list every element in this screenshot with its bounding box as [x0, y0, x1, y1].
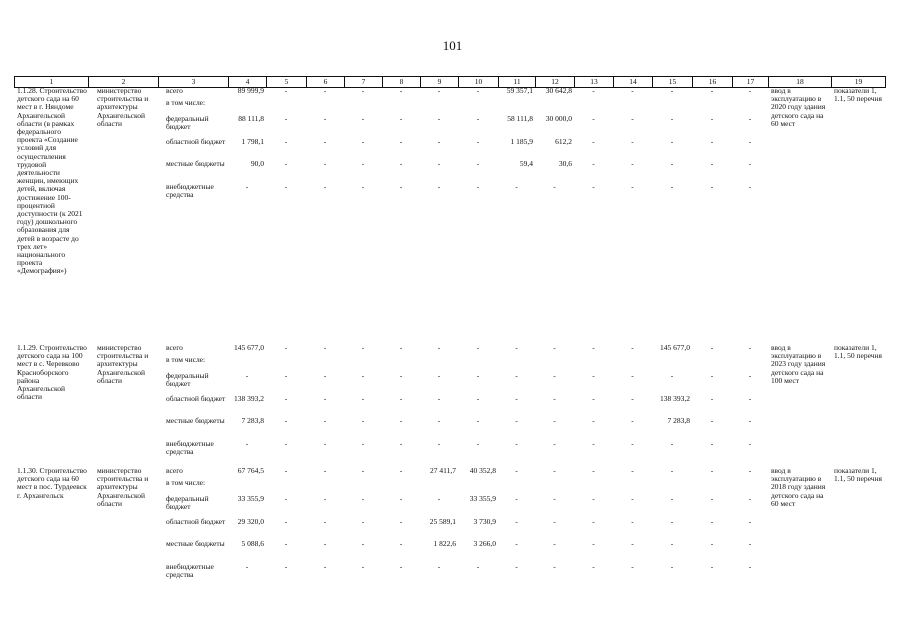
header-cell: 8: [382, 77, 420, 87]
amount-cell: -: [631, 416, 634, 425]
amount-cell: -: [361, 182, 365, 191]
header-cell: 13: [574, 77, 613, 87]
amount-cell: 145 677,0: [234, 343, 264, 352]
activity-title: 1.1.29. Строительство детского сада на 100 мест в с. Черевково Красноборского района Архангельской области: [17, 343, 87, 402]
amount-cell: -: [476, 159, 480, 168]
amount-cell: -: [592, 466, 595, 475]
amount-cell: -: [748, 416, 752, 425]
amount-cell: 30 000,0: [545, 114, 572, 123]
amount-cell: -: [710, 343, 714, 352]
indicators: показатели 1, 1.1, 50 перечня: [834, 466, 882, 484]
amount-cell: -: [361, 137, 365, 146]
amount-cell: -: [323, 562, 327, 571]
amount-cell: -: [323, 137, 327, 146]
executor: министерство строительства и архитектуры Архангельской области: [97, 86, 149, 128]
amount-cell: -: [476, 394, 480, 403]
amount-cell: -: [323, 114, 327, 123]
amount-cell: -: [399, 466, 403, 475]
amount-cell: -: [476, 371, 480, 380]
amount-cell: -: [592, 517, 595, 526]
funding-source-label: местные бюджеты: [166, 539, 225, 548]
header-cell: 15: [652, 77, 692, 87]
amount-cell: -: [323, 86, 327, 95]
indicators: показатели 1, 1.1, 50 перечня: [834, 343, 882, 361]
amount-cell: -: [631, 466, 634, 475]
amount-cell: -: [670, 494, 674, 503]
amount-cell: -: [748, 517, 752, 526]
amount-cell: -: [553, 394, 556, 403]
amount-cell: -: [710, 137, 714, 146]
amount-cell: -: [399, 439, 403, 448]
amount-cell: -: [592, 416, 595, 425]
amount-cell: -: [437, 86, 441, 95]
amount-cell: 33 355,9: [469, 494, 496, 503]
funding-source-label: в том числе:: [166, 478, 206, 487]
page-number: 101: [442, 38, 463, 53]
amount-cell: -: [631, 439, 634, 448]
header-cell: 16: [692, 77, 732, 87]
funding-source-label: областной бюджет: [166, 517, 226, 526]
amount-cell: 89 999,9: [237, 86, 264, 95]
amount-cell: -: [631, 494, 634, 503]
amount-cell: -: [710, 394, 714, 403]
amount-cell: 40 352,8: [469, 466, 496, 475]
amount-cell: -: [476, 137, 480, 146]
amount-cell: -: [284, 416, 288, 425]
amount-cell: -: [284, 343, 288, 352]
amount-cell: -: [592, 137, 595, 146]
amount-cell: -: [631, 182, 634, 191]
amount-cell: -: [670, 86, 674, 95]
amount-cell: -: [476, 439, 480, 448]
amount-cell: -: [284, 394, 288, 403]
amount-cell: -: [592, 182, 595, 191]
amount-cell: -: [361, 517, 365, 526]
amount-cell: -: [670, 517, 674, 526]
amount-cell: -: [361, 86, 365, 95]
funding-source-label: всего: [166, 343, 183, 352]
amount-cell: -: [245, 371, 249, 380]
amount-cell: -: [631, 137, 634, 146]
amount-cell: -: [437, 371, 441, 380]
amount-cell: -: [399, 86, 403, 95]
amount-cell: -: [748, 466, 752, 475]
amount-cell: 29 320,0: [237, 517, 264, 526]
amount-cell: -: [361, 562, 365, 571]
amount-cell: -: [476, 182, 480, 191]
amount-cell: -: [748, 137, 752, 146]
amount-cell: -: [437, 439, 441, 448]
amount-cell: -: [515, 494, 518, 503]
amount-cell: -: [592, 86, 595, 95]
amount-cell: -: [437, 137, 441, 146]
amount-cell: 90,0: [250, 159, 264, 168]
amount-cell: 3 266,0: [473, 539, 496, 548]
amount-cell: -: [284, 562, 288, 571]
amount-cell: -: [515, 517, 518, 526]
amount-cell: -: [437, 182, 441, 191]
amount-cell: -: [476, 562, 480, 571]
header-cell: 18: [768, 77, 831, 87]
funding-source-label: федеральный бюджет: [166, 114, 209, 132]
funding-source-label: в том числе:: [166, 355, 206, 364]
header-cell: 11: [498, 77, 535, 87]
header-cell: 5: [266, 77, 306, 87]
amount-cell: -: [437, 343, 441, 352]
amount-cell: -: [631, 539, 634, 548]
amount-cell: -: [592, 494, 595, 503]
amount-cell: -: [361, 539, 365, 548]
amount-cell: -: [631, 86, 634, 95]
amount-cell: -: [399, 494, 403, 503]
amount-cell: -: [748, 114, 752, 123]
amount-cell: -: [748, 394, 752, 403]
amount-cell: -: [284, 159, 288, 168]
header-cell: 17: [732, 77, 768, 87]
amount-cell: -: [399, 416, 403, 425]
amount-cell: -: [437, 562, 441, 571]
amount-cell: -: [710, 466, 714, 475]
amount-cell: -: [361, 371, 365, 380]
amount-cell: -: [631, 394, 634, 403]
funding-source-label: областной бюджет: [166, 137, 226, 146]
amount-cell: -: [553, 517, 556, 526]
amount-cell: -: [323, 494, 327, 503]
amount-cell: -: [361, 114, 365, 123]
amount-cell: -: [323, 182, 327, 191]
amount-cell: 25 589,1: [429, 517, 456, 526]
amount-cell: 1 185,9: [510, 137, 533, 146]
funding-source-label: областной бюджет: [166, 394, 226, 403]
amount-cell: -: [748, 86, 752, 95]
header-cell: 14: [613, 77, 652, 87]
amount-cell: -: [748, 562, 752, 571]
amount-cell: -: [284, 517, 288, 526]
funding-source-label: внебюджетные средства: [166, 182, 214, 200]
amount-cell: -: [553, 182, 556, 191]
amount-cell: -: [437, 494, 441, 503]
expected-result: ввод в эксплуатацию в 2020 году здания детского сада на 60 мест: [771, 86, 826, 128]
amount-cell: -: [399, 114, 403, 123]
amount-cell: -: [670, 371, 674, 380]
amount-cell: 27 411,7: [430, 466, 456, 475]
amount-cell: -: [361, 439, 365, 448]
header-cell: 4: [228, 77, 266, 87]
amount-cell: 3 730,9: [473, 517, 496, 526]
amount-cell: -: [399, 371, 403, 380]
amount-cell: -: [323, 159, 327, 168]
amount-cell: -: [284, 182, 288, 191]
amount-cell: 5 088,6: [241, 539, 264, 548]
executor: министерство строительства и архитектуры Архангельской области: [97, 466, 149, 508]
funding-source-label: внебюджетные средства: [166, 562, 214, 580]
amount-cell: -: [399, 343, 403, 352]
amount-cell: -: [592, 539, 595, 548]
header-cell: 6: [306, 77, 344, 87]
amount-cell: -: [515, 539, 518, 548]
amount-cell: -: [710, 114, 714, 123]
amount-cell: -: [361, 416, 365, 425]
amount-cell: -: [323, 394, 327, 403]
amount-cell: -: [284, 137, 288, 146]
amount-cell: -: [592, 343, 595, 352]
amount-cell: -: [515, 416, 518, 425]
amount-cell: -: [323, 439, 327, 448]
header-cell: 2: [88, 77, 158, 87]
header-cell: 1: [14, 77, 88, 87]
amount-cell: -: [284, 466, 288, 475]
amount-cell: -: [553, 539, 556, 548]
amount-cell: -: [670, 562, 674, 571]
amount-cell: 88 111,8: [238, 114, 264, 123]
amount-cell: -: [748, 371, 752, 380]
amount-cell: -: [553, 562, 556, 571]
amount-cell: -: [323, 371, 327, 380]
header-cell: 7: [344, 77, 382, 87]
amount-cell: -: [515, 394, 518, 403]
amount-cell: -: [437, 159, 441, 168]
expected-result: ввод в эксплуатацию в 2018 году здания детского сада на 60 мест: [771, 466, 826, 508]
activity-title: 1.1.30. Строительство детского сада на 60 мест в пос. Турдеевск г. Архангельск: [17, 466, 87, 500]
funding-source-label: всего: [166, 466, 183, 475]
amount-cell: 1 798,1: [241, 137, 264, 146]
amount-cell: 7 283,8: [667, 416, 690, 425]
amount-cell: -: [361, 494, 365, 503]
amount-cell: 59 357,1: [506, 86, 533, 95]
funding-source-label: федеральный бюджет: [166, 494, 209, 512]
amount-cell: -: [361, 159, 365, 168]
amount-cell: 612,2: [555, 137, 572, 146]
funding-source-label: федеральный бюджет: [166, 371, 209, 389]
amount-cell: -: [631, 159, 634, 168]
amount-cell: -: [361, 466, 365, 475]
amount-cell: -: [553, 466, 556, 475]
amount-cell: -: [710, 159, 714, 168]
amount-cell: -: [670, 466, 674, 475]
funding-source-label: внебюджетные средства: [166, 439, 214, 457]
amount-cell: 59,4: [519, 159, 533, 168]
expected-result: ввод в эксплуатацию в 2023 году здания детского сада на 100 мест: [771, 343, 826, 385]
funding-source-label: местные бюджеты: [166, 416, 225, 425]
header-cell: 10: [458, 77, 498, 87]
amount-cell: -: [710, 416, 714, 425]
amount-cell: -: [284, 439, 288, 448]
amount-cell: -: [476, 416, 480, 425]
amount-cell: -: [399, 159, 403, 168]
amount-cell: -: [670, 182, 674, 191]
amount-cell: -: [437, 416, 441, 425]
amount-cell: -: [284, 494, 288, 503]
amount-cell: -: [553, 416, 556, 425]
activity-title: 1.1.28. Строительство детского сада на 60 мест в г. Няндоме Архангельской области (в рамках федерального проекта «Создание условий для осуществления трудовой деятельности женщин, имеющих детей, включая достижение 100-процентной доступности (к 2021 году) дошкольного образования для детей в возрасте до трех лет» национального проекта «Демография»): [17, 86, 87, 276]
amount-cell: -: [710, 494, 714, 503]
amount-cell: -: [323, 539, 327, 548]
amount-cell: -: [670, 439, 674, 448]
amount-cell: -: [748, 182, 752, 191]
amount-cell: -: [592, 439, 595, 448]
amount-cell: -: [631, 343, 634, 352]
amount-cell: -: [710, 517, 714, 526]
amount-cell: -: [515, 466, 518, 475]
amount-cell: -: [399, 182, 403, 191]
amount-cell: -: [245, 182, 249, 191]
executor: министерство строительства и архитектуры Архангельской области: [97, 343, 149, 385]
amount-cell: -: [284, 114, 288, 123]
header-cell: 19: [831, 77, 886, 87]
amount-cell: -: [323, 416, 327, 425]
amount-cell: -: [592, 562, 595, 571]
funding-source-label: всего: [166, 86, 183, 95]
amount-cell: -: [553, 494, 556, 503]
amount-cell: -: [515, 371, 518, 380]
amount-cell: -: [361, 394, 365, 403]
funding-source-label: местные бюджеты: [166, 159, 225, 168]
amount-cell: -: [631, 517, 634, 526]
amount-cell: -: [515, 343, 518, 352]
amount-cell: -: [748, 539, 752, 548]
amount-cell: -: [399, 539, 403, 548]
amount-cell: -: [553, 343, 556, 352]
amount-cell: -: [245, 439, 249, 448]
amount-cell: 145 677,0: [660, 343, 690, 352]
amount-cell: -: [361, 343, 365, 352]
amount-cell: -: [710, 371, 714, 380]
amount-cell: -: [631, 371, 634, 380]
amount-cell: 138 393,2: [234, 394, 264, 403]
funding-source-label: в том числе:: [166, 98, 206, 107]
amount-cell: -: [553, 439, 556, 448]
amount-cell: 30 642,8: [545, 86, 572, 95]
header-cell: 3: [158, 77, 228, 87]
amount-cell: -: [670, 114, 674, 123]
amount-cell: -: [399, 394, 403, 403]
amount-cell: -: [399, 562, 403, 571]
amount-cell: -: [437, 394, 441, 403]
amount-cell: -: [284, 86, 288, 95]
amount-cell: -: [399, 517, 403, 526]
amount-cell: -: [437, 114, 441, 123]
amount-cell: -: [476, 114, 480, 123]
amount-cell: -: [515, 182, 518, 191]
amount-cell: -: [592, 114, 595, 123]
amount-cell: 138 393,2: [660, 394, 690, 403]
amount-cell: 1 822,6: [433, 539, 456, 548]
amount-cell: -: [284, 539, 288, 548]
amount-cell: -: [748, 439, 752, 448]
amount-cell: -: [710, 439, 714, 448]
amount-cell: -: [748, 159, 752, 168]
header-cell: 9: [420, 77, 458, 87]
amount-cell: -: [515, 439, 518, 448]
amount-cell: -: [710, 86, 714, 95]
amount-cell: -: [553, 371, 556, 380]
amount-cell: -: [670, 539, 674, 548]
amount-cell: 67 764,5: [237, 466, 264, 475]
header-cell: 12: [535, 77, 574, 87]
amount-cell: -: [631, 562, 634, 571]
amount-cell: -: [748, 343, 752, 352]
amount-cell: -: [631, 114, 634, 123]
amount-cell: -: [476, 343, 480, 352]
amount-cell: -: [323, 517, 327, 526]
amount-cell: -: [515, 562, 518, 571]
amount-cell: 33 355,9: [237, 494, 264, 503]
amount-cell: -: [592, 159, 595, 168]
indicators: показатели 1, 1.1, 50 перечня: [834, 86, 882, 104]
amount-cell: -: [476, 86, 480, 95]
amount-cell: -: [710, 539, 714, 548]
amount-cell: -: [670, 159, 674, 168]
amount-cell: -: [710, 182, 714, 191]
amount-cell: -: [284, 371, 288, 380]
amount-cell: -: [592, 394, 595, 403]
amount-cell: -: [323, 466, 327, 475]
amount-cell: 7 283,8: [241, 416, 264, 425]
amount-cell: -: [748, 494, 752, 503]
amount-cell: -: [323, 343, 327, 352]
amount-cell: 30,6: [558, 159, 572, 168]
amount-cell: -: [592, 371, 595, 380]
amount-cell: -: [670, 137, 674, 146]
amount-cell: -: [399, 137, 403, 146]
amount-cell: 58 111,8: [507, 114, 533, 123]
amount-cell: -: [710, 562, 714, 571]
amount-cell: -: [245, 562, 249, 571]
